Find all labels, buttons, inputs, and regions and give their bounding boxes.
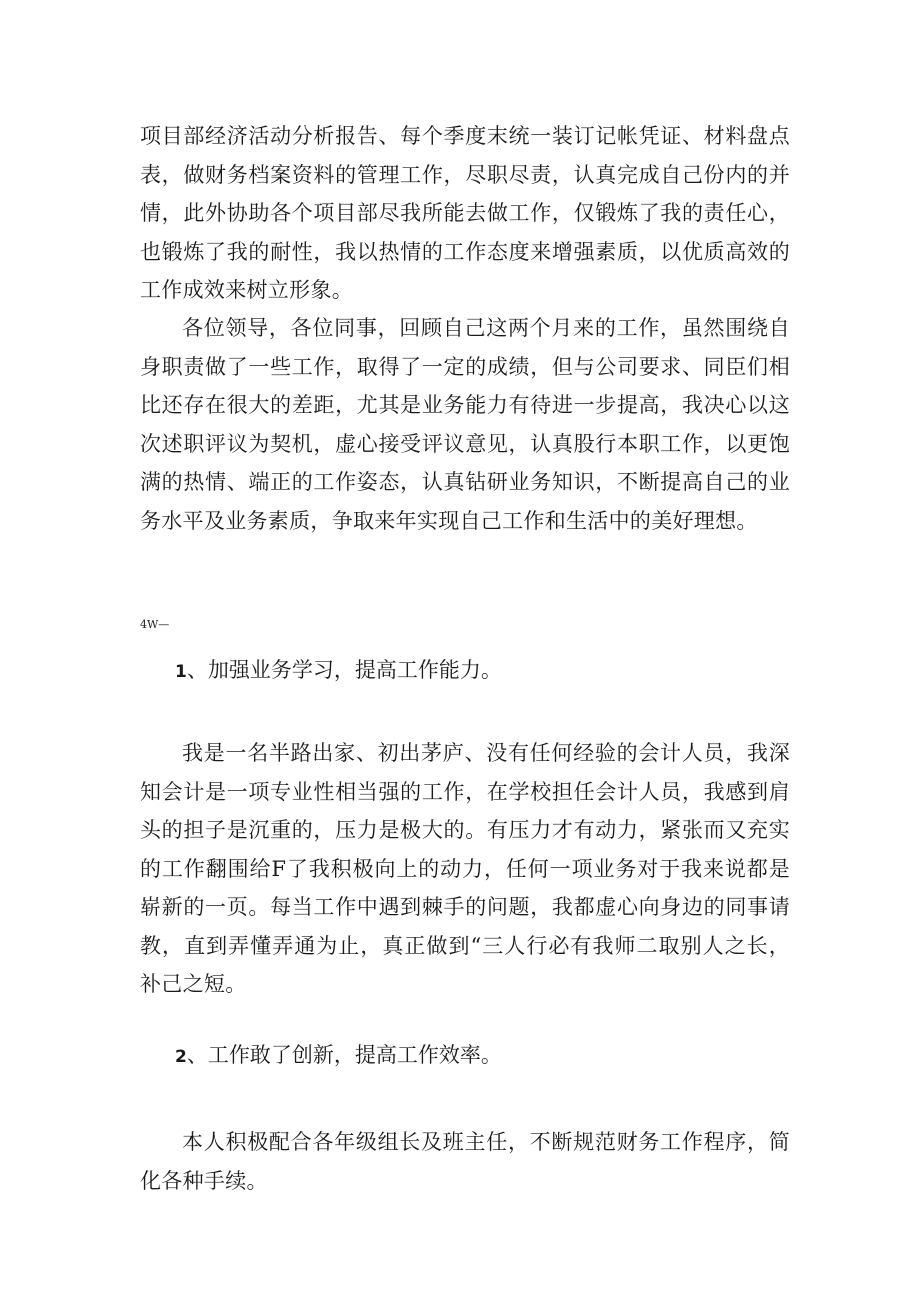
heading-number: 2 (175, 1047, 187, 1067)
section-marker: 4W— (140, 618, 170, 631)
section-heading (175, 1036, 502, 1076)
body-paragraph: 我是一名半路出家、初出茅庐、没有任何经验的会计人员，我深知会计是一项专业性相当强的工作，在学校担任会计人员，我感到肩头的担子是沉重的，压力是极大的。有压力才有动力，紧张而又充实的工作翻围给F了我积极向上的动力，任何一项业务对于我来说都是崭新的一页。每当工作中遇到棘手的问题，我都虚心向身边的同事请教，直到弄懂弄通为止，真正做到“三人行必有我师二取别人之长，补己之短。 (140, 741, 790, 996)
body-paragraph: 项目部经济活动分析报告、每个季度末统一装订记帐凭证、材料盘点表，做财务档案资料的管理工作，尽职尽责，认真完成自己份内的并情，此外协助各个项目部尽我所能去做工作，仅锻炼了我的责任心，也锻炼了我的耐性，我以热情的工作态度来增强素质，以优质高效的工作成效来树立形象。 (140, 124, 790, 302)
heading-text: 、工作敢了创新，提高工作效率。 (186, 1043, 502, 1067)
section-heading (175, 651, 502, 691)
body-paragraph: 各位领导，各位同事，回顾自己这两个月来的工作，虽然围绕自身职责做了一些工作，取得了一定的成绩，但与公司要求、同臣们相比还存在很大的差距，尤其是业务能力有待进一步提高，我决心以这次述职评议为契机，虚心接受评议意见，认真股行本职工作，以更饱满的热情、端正的工作姿态，认真钻研业务知识，不断提高自己的业务水平及业务素质，争取来年实现自己工作和生活中的美好理想。 (140, 316, 790, 533)
body-paragraph: 本人积极配合各年级组长及班主任，不断规范财务工作程序，简化各种手续。 (140, 1130, 790, 1193)
heading-number: 1 (175, 662, 187, 682)
heading-text: 、加强业务学习，提高工作能力。 (186, 658, 502, 682)
